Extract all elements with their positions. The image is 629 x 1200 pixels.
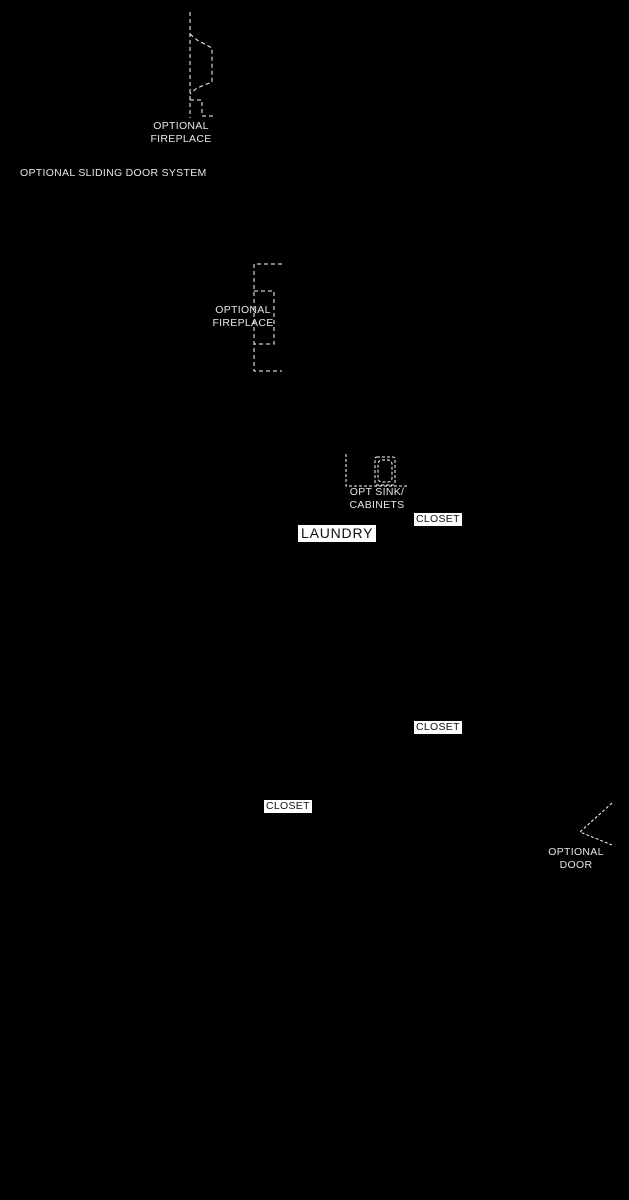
optional-sliding-door-label [20, 167, 207, 180]
room-label-closet: CLOSET [416, 721, 460, 733]
optional-fireplace-label-mid [207, 304, 279, 330]
room-label-laundry: LAUNDRY [298, 525, 376, 542]
opt-sink-cabinets-label [340, 486, 414, 512]
label-line: OPT SINK/ [349, 486, 405, 498]
label-line: DOOR [559, 859, 593, 871]
label-line: OPTIONAL SLIDING DOOR SYSTEM [20, 167, 207, 179]
optional-fireplace-label-top [145, 120, 217, 146]
fireplace-icon [190, 12, 214, 118]
label-line: FIREPLACE [150, 133, 212, 145]
label-line: OPTIONAL [153, 120, 209, 132]
sink-cabinet-icon [346, 454, 408, 486]
label-line: OPTIONAL [548, 846, 604, 858]
optional-door-label [541, 846, 611, 872]
label-line: CABINETS [349, 499, 405, 511]
door-swing-icon [580, 803, 612, 845]
label-line: FIREPLACE [212, 317, 274, 329]
label-line: OPTIONAL [215, 304, 271, 316]
room-label-closet: CLOSET [416, 513, 460, 525]
room-label-closet: CLOSET [266, 800, 310, 812]
